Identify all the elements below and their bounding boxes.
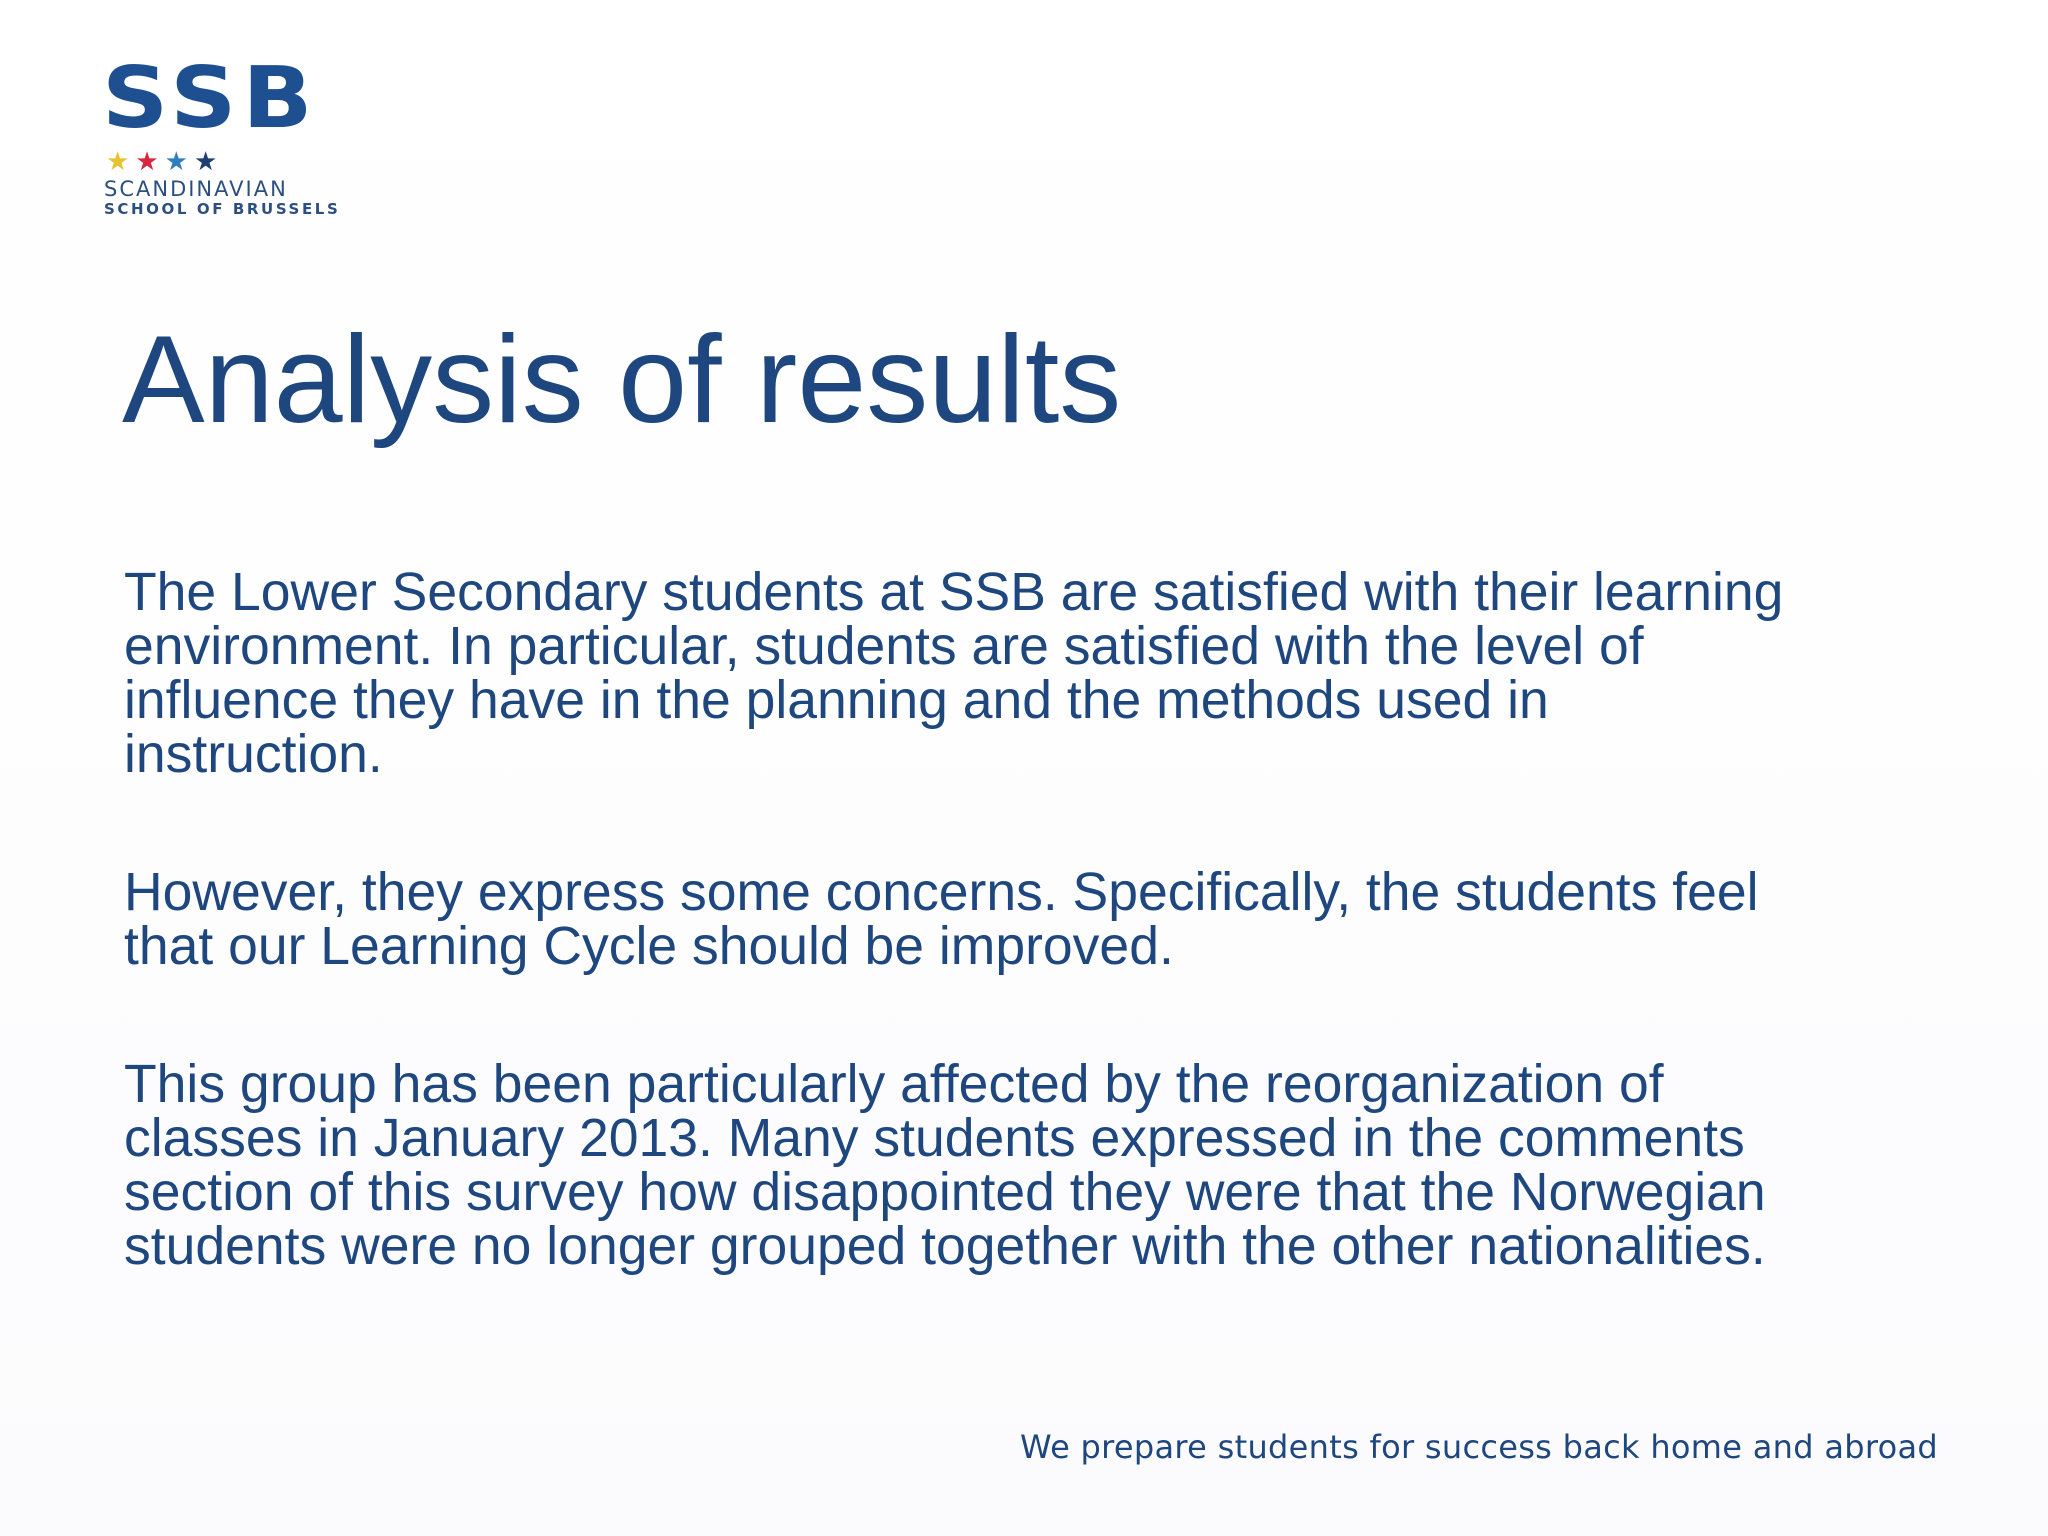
logo-stars bbox=[106, 148, 344, 174]
logo-school-name: SCANDINAVIAN bbox=[104, 177, 288, 201]
body-paragraph: However, they express some concerns. Specifically, the students feel that our Learning Cycle should be improved. bbox=[124, 863, 1759, 976]
star-icon: ★ bbox=[164, 146, 188, 176]
star-icon: ★ bbox=[193, 146, 218, 176]
body-paragraph: The Lower Secondary students at SSB are satisfied with their learning environment. In particular, students are satisfied with the level of influence they have in the planning and the methods used in instruction. bbox=[124, 563, 1784, 784]
body-paragraph: This group has been particularly affected by the reorganization of classes in January 2013. Many students expressed in the comments section of this survey how disappointed they were that the Norwegian students were no longer grouped together with the other nationalities. bbox=[124, 1055, 1766, 1276]
footer-tagline: We prepare students for success back home and abroad bbox=[1020, 1428, 1938, 1466]
logo-school-subname: SCHOOL OF BRUSSELS bbox=[104, 200, 341, 219]
logo-wordmark: SSB bbox=[102, 48, 319, 148]
star-icon: ★ bbox=[135, 146, 159, 176]
school-logo bbox=[102, 48, 344, 226]
star-icon: ★ bbox=[106, 146, 130, 176]
slide-body bbox=[124, 563, 1924, 1276]
slide-title: Analysis of results bbox=[122, 311, 1122, 449]
